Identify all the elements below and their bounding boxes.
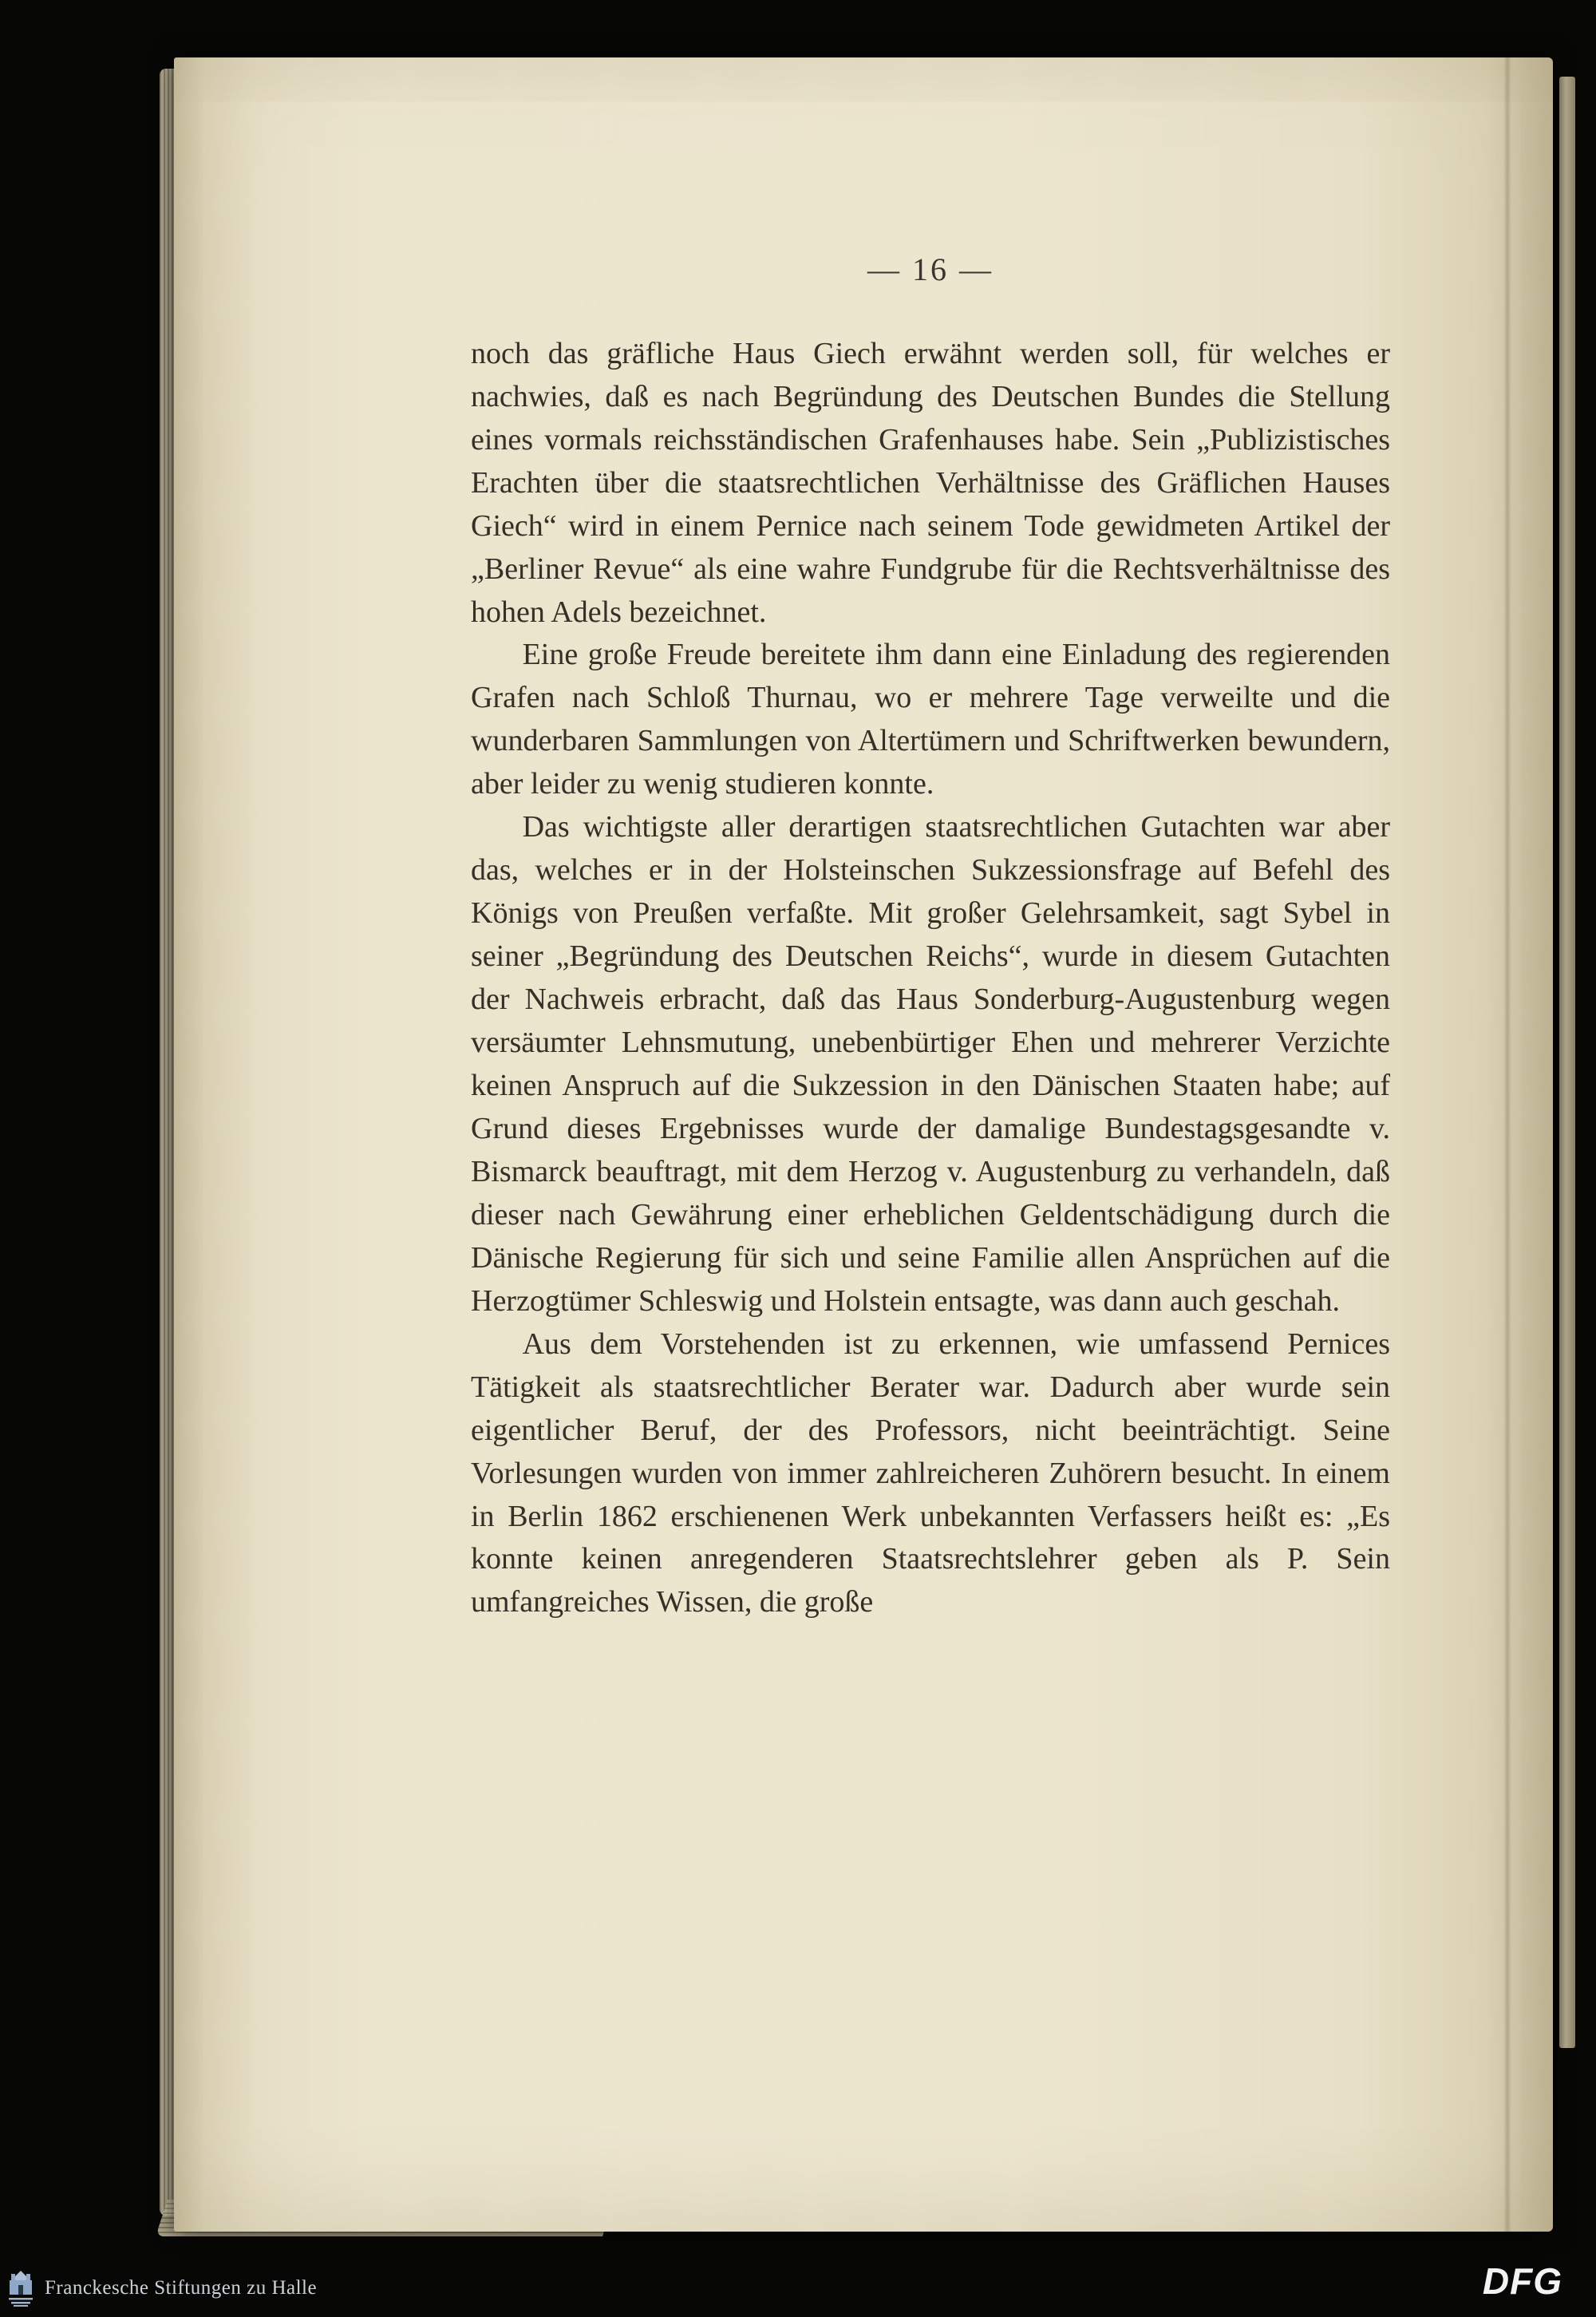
footer-library-brand [6,2269,317,2307]
opposite-page-edge [1559,77,1575,2048]
page-number: — 16 — [867,251,994,287]
book-page [174,57,1553,2232]
page-text-block [471,247,1390,1624]
page-stack-edges-left [160,69,176,2216]
francke-stiftungen-logo-icon [6,2269,35,2307]
dfg-logo: DFG [1482,2260,1562,2302]
text-paragraph-3: Das wichtigste aller derartigen staatsrechtlichen Gutachten war aber das, welches er in der Holsteinschen Sukzessionsfrage auf Befehl des Königs von Preußen verfaßte. Mit großer Gelehrsamkeit, sagt Sybel in seiner „Begründung des Deutschen Reichs“, wurde in diesem Gutachten der Nachweis erbracht, daß das Haus Sonderburg-Augustenburg wegen versäumter Lehnsmutung, unebenbürtiger Ehen und mehrerer Verzichte keinen Anspruch auf die Sukzession in den Dänischen Staaten habe; auf Grund dieses Ergebnisses wurde der damalige Bundestagsgesandte v. Bismarck beauftragt, mit dem Herzog v. Augustenburg zu verhandeln, daß dieser nach Gewährung einer erheblichen Geldentschädigung durch die Dänische Regierung für sich und seine Familie allen Ansprüchen auf die Herzogtümer Schleswig und Holstein entsagte, was dann auch geschah. [471,810,1390,1318]
text-paragraph-2: Eine große Freude bereitete ihm dann eine Einladung des regierenden Grafen nach Schloß Thurnau, wo er mehrere Tage verweilte und die wunderbaren Sammlungen von Altertümern und Schriftwerken bewundern, aber leider zu wenig studieren konnte. [471,638,1390,801]
library-name: Franckesche Stiftungen zu Halle [45,2277,318,2299]
text-paragraph-1: noch das gräfliche Haus Giech erwähnt werden soll, für welches er nachwies, daß es nach Begründung des Deutschen Bundes die Stellung eines vormals reichsständischen Grafenhauses habe. Sein „Publizistisches Erachten über die staatsrechtlichen Verhältnisse des Gräflichen Hauses Giech“ wird in einem Pernice nach seinem Tode gewidmeten Artikel der „Berliner Revue“ als eine wahre Fundgrube für die Rechtsverhältnisse des hohen Adels bezeichnet. [471,336,1390,629]
text-paragraph-4: Aus dem Vorstehenden ist zu erkennen, wie umfassend Pernices Tätigkeit als staatsrechtlicher Berater war. Dadurch aber wurde sein eigentlicher Beruf, der des Professors, nicht beeinträchtigt. Seine Vorlesungen wurden von immer zahlreicheren Zuhörern besucht. In einem in Berlin 1862 erschienenen Werk unbekannten Verfassers heißt es: „Es konnte keinen anregenderen Staatsrechtslehrer geben als P. Sein umfangreiches Wissen, die große [471,1327,1390,1619]
